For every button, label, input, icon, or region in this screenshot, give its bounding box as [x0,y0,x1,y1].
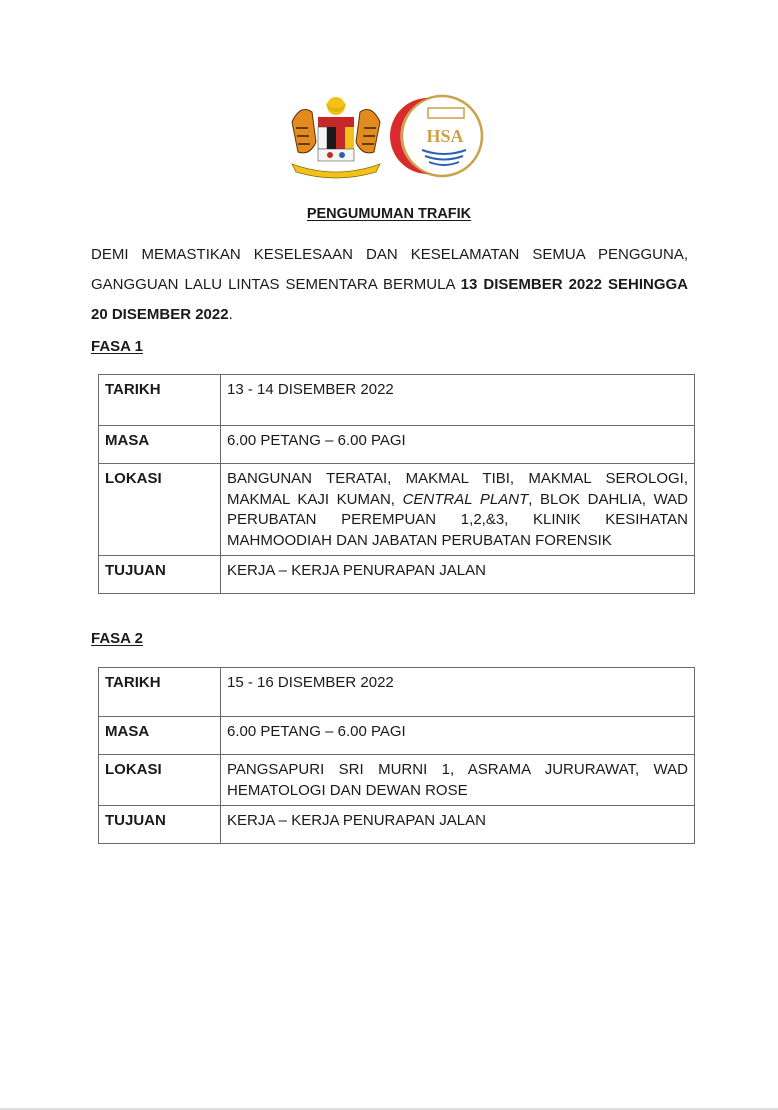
logos-graphic [288,92,488,180]
row-label: LOKASI [99,464,221,556]
row-label: LOKASI [99,755,221,806]
row-label: TUJUAN [99,556,221,594]
location-text: , BLOK DAHLIA, WAD PERUBATAN PEREMPUAN 1,2,&3, KLINIK KESIHATAN MAHMOODIAH DAN JABATAN PERUBATAN FORENSIK [227,490,689,549]
row-label: TUJUAN [99,806,221,844]
intro-end: . [228,306,233,323]
row-label: MASA [99,426,221,464]
intro-paragraph [91,240,688,330]
table-row [99,464,695,556]
row-value: 6.00 PETANG – 6.00 PAGI [221,426,695,464]
table-row [99,668,695,717]
phase-2-heading: FASA 2 [91,630,143,647]
row-value: 6.00 PETANG – 6.00 PAGI [221,717,695,755]
phase-1-heading: FASA 1 [91,338,143,355]
table-row [99,426,695,464]
page-title: PENGUMUMAN TRAFIK [306,206,472,222]
header-logos [288,92,488,180]
location-text: BANGUNAN TERATAI, MAKMAL TIBI, MAKMAL SEROLOGI, MAKMAL KAJI KUMAN, [227,470,688,508]
row-value: 15 - 16 DISEMBER 2022 [221,668,695,717]
hsa-logo-text: HSA [426,126,464,146]
table-row [99,755,695,806]
row-value: PANGSAPURI SRI MURNI 1, ASRAMA JURURAWAT, WAD HEMATOLOGI DAN DEWAN ROSE [221,755,695,806]
row-label: TARIKH [99,375,221,426]
row-label: TARIKH [99,668,221,717]
coat-of-arms-logo [292,97,380,178]
intro-text: DEMI MEMASTIKAN KESELESAAN DAN KESELAMATAN SEMUA PENGGUNA, GANGGUAN LALU LINTAS SEMENTARA BERMULA [91,246,688,293]
phase-2-table [98,667,695,844]
table-row [99,806,695,844]
row-value: KERJA – KERJA PENURAPAN JALAN [221,806,695,844]
row-label: MASA [99,717,221,755]
hsa-logo [390,96,482,176]
table-row [99,717,695,755]
row-value [221,464,695,556]
phase-1-table [98,374,695,594]
row-value: KERJA – KERJA PENURAPAN JALAN [221,556,695,594]
row-value: 13 - 14 DISEMBER 2022 [221,375,695,426]
table-row [99,375,695,426]
location-italic: CENTRAL PLANT [402,490,529,508]
table-row [99,556,695,594]
intro-date-range: 13 DISEMBER 2022 SEHINGGA 20 DISEMBER 2022 [91,276,688,323]
